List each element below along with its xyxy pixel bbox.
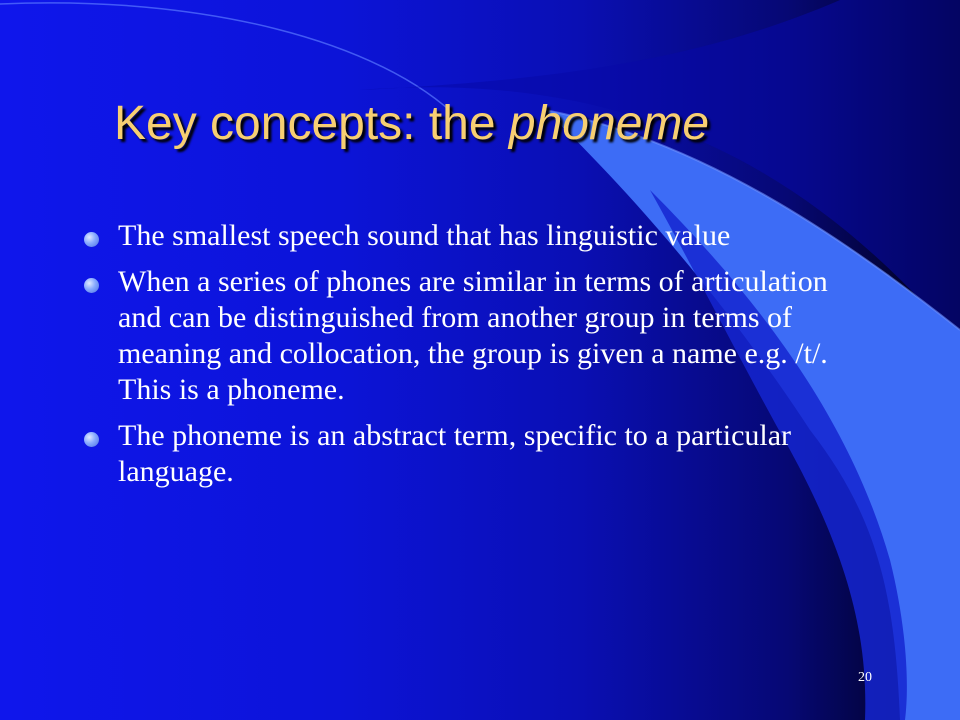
- bullet-dot-icon: [84, 232, 99, 247]
- bullet-item: [84, 264, 864, 408]
- page-number: 20: [858, 670, 872, 685]
- bullet-text: When a series of phones are similar in terms of articulation and can be distinguished from another group in terms of meaning and collocation, the group is given a name e.g. /t/. This is a phoneme.: [118, 265, 828, 406]
- slide-title: [114, 96, 709, 152]
- slide-title-emphasis: phoneme: [508, 97, 710, 150]
- bullet-item: [84, 218, 864, 254]
- bullet-text: The phoneme is an abstract term, specific to a particular language.: [118, 419, 792, 488]
- bullet-item: [84, 418, 864, 490]
- slide-title-prefix: Key concepts: the: [114, 97, 509, 150]
- bullet-list: [84, 218, 864, 500]
- bullet-text: The smallest speech sound that has linguistic value: [118, 219, 731, 252]
- bullet-dot-icon: [84, 278, 99, 293]
- bullet-dot-icon: [84, 432, 99, 447]
